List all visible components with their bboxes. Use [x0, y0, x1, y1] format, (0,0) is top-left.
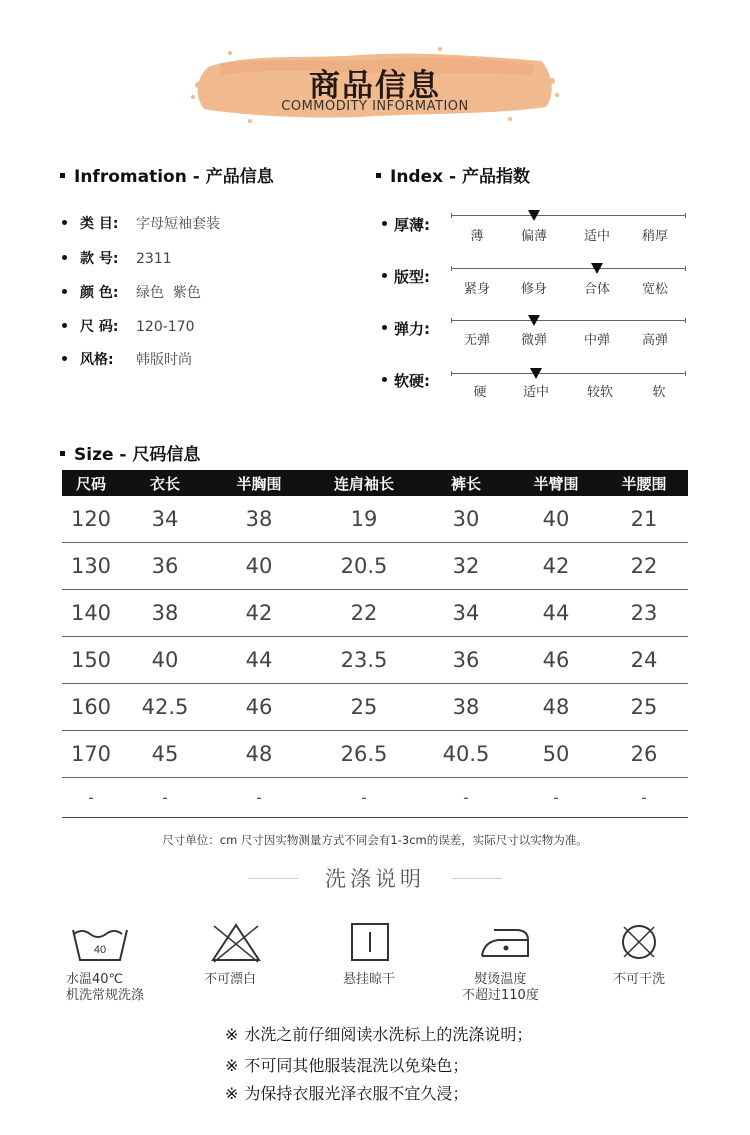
table-row — [62, 496, 688, 543]
table-cell: 32 — [420, 543, 512, 590]
dot-bullet-icon — [62, 289, 67, 294]
index-heading-text: Index - 产品指数 — [390, 167, 530, 187]
column-header: 半腰围 — [600, 470, 688, 496]
table-cell: - — [62, 778, 120, 818]
hang-dry-icon — [350, 922, 390, 962]
table-cell: 48 — [210, 731, 308, 778]
table-cell: 22 — [600, 543, 688, 590]
index-option: 中弹 — [583, 333, 610, 348]
table-cell: - — [210, 778, 308, 818]
info-row-label: 风格: — [80, 352, 114, 368]
table-cell: 40 — [512, 496, 600, 543]
index-marker-icon — [528, 315, 540, 326]
table-row — [62, 731, 688, 778]
table-cell: 40.5 — [420, 731, 512, 778]
table-cell: 44 — [210, 637, 308, 684]
table-cell: - — [420, 778, 512, 818]
wash-note: ※ 不可同其他服装混洗以免染色； — [225, 1056, 469, 1075]
table-cell: 130 — [62, 543, 120, 590]
index-scale-line — [451, 215, 686, 216]
table-cell: 40 — [210, 543, 308, 590]
table-cell: 36 — [420, 637, 512, 684]
wash-note: ※ 水洗之前仔细阅读水洗标上的洗涤说明； — [225, 1025, 533, 1044]
info-row-value: 2311 — [136, 251, 172, 267]
square-bullet-icon — [60, 451, 65, 456]
table-cell: 44 — [512, 590, 600, 637]
iron-icon — [476, 922, 534, 962]
info-heading-text: Infromation - 产品信息 — [74, 167, 274, 187]
wash-temperature-number: 40 — [93, 944, 107, 956]
scale-tick — [451, 318, 452, 323]
table-cell: 45 — [120, 731, 210, 778]
index-scale-line — [451, 320, 686, 321]
dot-bullet-icon — [62, 356, 67, 361]
reference-mark-icon: ※ — [225, 1056, 239, 1075]
page-title: 商品信息 — [309, 68, 441, 104]
index-option: 适中 — [583, 229, 610, 244]
table-cell: 25 — [600, 684, 688, 731]
reference-mark-icon: ※ — [225, 1025, 239, 1044]
info-row-label: 款 号: — [80, 251, 119, 267]
table-cell: 20.5 — [308, 543, 420, 590]
info-row-value: 韩版时尚 — [136, 352, 192, 368]
index-option: 微弹 — [520, 333, 547, 348]
wash-label: 悬挂晾干 — [343, 972, 396, 987]
table-cell: 42.5 — [120, 684, 210, 731]
scale-tick — [451, 266, 452, 271]
table-cell: 25 — [308, 684, 420, 731]
no-dry-clean-icon — [619, 922, 659, 962]
table-cell: 38 — [210, 496, 308, 543]
table-cell: 34 — [420, 590, 512, 637]
table-cell: 170 — [62, 731, 120, 778]
table-cell: 26.5 — [308, 731, 420, 778]
table-cell: 48 — [512, 684, 600, 731]
info-heading — [60, 162, 274, 187]
index-option: 适中 — [522, 385, 549, 400]
square-bullet-icon — [376, 173, 381, 178]
info-row-category — [62, 213, 220, 233]
dot-bullet-icon — [382, 325, 387, 330]
table-cell: - — [600, 778, 688, 818]
dot-bullet-icon — [62, 220, 67, 225]
info-row-size — [62, 316, 195, 336]
table-row — [62, 590, 688, 637]
table-row — [62, 543, 688, 590]
scale-tick — [685, 371, 686, 376]
column-header: 连肩袖长 — [308, 470, 420, 496]
wash-label: 不可干洗 — [613, 972, 666, 987]
table-cell: 160 — [62, 684, 120, 731]
column-header: 裤长 — [420, 470, 512, 496]
index-marker-icon — [591, 263, 603, 274]
dot-bullet-icon — [62, 323, 67, 328]
dot-bullet-icon — [382, 273, 387, 278]
table-cell: 26 — [600, 731, 688, 778]
wash-note: ※ 为保持衣服光泽衣服不宜久浸； — [225, 1084, 469, 1103]
index-heading — [376, 162, 530, 187]
wash-label: 熨烫温度 不超过110度 — [462, 972, 539, 1003]
table-cell: 36 — [120, 543, 210, 590]
table-row — [62, 637, 688, 684]
table-cell: 50 — [512, 731, 600, 778]
table-cell: 150 — [62, 637, 120, 684]
index-option: 无弹 — [463, 333, 490, 348]
index-label-fit: 版型: — [382, 266, 430, 287]
index-option: 软 — [652, 385, 666, 400]
scale-tick — [685, 318, 686, 323]
info-row-color — [62, 282, 201, 302]
index-option: 较软 — [586, 385, 613, 400]
table-cell: 46 — [512, 637, 600, 684]
table-cell: 46 — [210, 684, 308, 731]
wash-label: 水温40℃ 机洗常规洗涤 — [66, 972, 145, 1003]
table-cell: 21 — [600, 496, 688, 543]
index-option: 稍厚 — [641, 229, 668, 244]
table-cell: 140 — [62, 590, 120, 637]
scale-tick — [685, 266, 686, 271]
table-cell: 40 — [120, 637, 210, 684]
size-note: 尺寸单位：cm 尺寸因实物测量方式不同会有1-3cm的误差，实际尺寸以实物为准。 — [162, 833, 588, 847]
table-row — [62, 684, 688, 731]
info-row-value: 120-170 — [136, 319, 195, 335]
table-cell: 42 — [512, 543, 600, 590]
table-cell: 24 — [600, 637, 688, 684]
size-table — [62, 470, 688, 818]
no-bleach-icon — [210, 922, 262, 964]
table-cell: 23 — [600, 590, 688, 637]
wash-title: 洗涤说明 — [325, 867, 425, 891]
table-cell: 34 — [120, 496, 210, 543]
table-cell: 120 — [62, 496, 120, 543]
info-row-label: 尺 码: — [80, 319, 119, 335]
table-cell: 42 — [210, 590, 308, 637]
column-header: 半胸围 — [210, 470, 308, 496]
reference-mark-icon: ※ — [225, 1084, 239, 1103]
info-row-value: 字母短袖套装 — [136, 216, 220, 232]
info-row-label: 类 目: — [80, 216, 119, 232]
index-option: 薄 — [470, 229, 484, 244]
index-option: 硬 — [473, 385, 487, 400]
scale-tick — [451, 371, 452, 376]
info-row-label: 颜 色: — [80, 285, 119, 301]
dot-bullet-icon — [382, 221, 387, 226]
info-row-style-number — [62, 248, 172, 268]
table-cell: 38 — [120, 590, 210, 637]
table-cell: - — [120, 778, 210, 818]
index-option: 修身 — [520, 282, 547, 297]
index-option: 宽松 — [641, 282, 668, 297]
index-label-softness: 软硬: — [382, 370, 430, 391]
table-cell: 23.5 — [308, 637, 420, 684]
table-cell: 19 — [308, 496, 420, 543]
table-row — [62, 778, 688, 818]
dot-bullet-icon — [382, 377, 387, 382]
index-scale-line — [451, 373, 686, 374]
scale-tick — [685, 213, 686, 218]
scale-tick — [451, 213, 452, 218]
size-table-header — [62, 470, 688, 496]
square-bullet-icon — [60, 173, 65, 178]
column-header: 半臂围 — [512, 470, 600, 496]
index-label-elasticity: 弹力: — [382, 318, 430, 339]
table-cell: - — [512, 778, 600, 818]
page-subtitle: COMMODITY INFORMATION — [281, 99, 469, 114]
column-header: 尺码 — [62, 470, 120, 496]
column-header: 衣长 — [120, 470, 210, 496]
index-option: 偏薄 — [520, 229, 547, 244]
index-marker-icon — [528, 210, 540, 221]
index-scale-line — [451, 268, 686, 269]
wash-40-icon — [70, 922, 130, 966]
index-option: 紧身 — [463, 282, 490, 297]
table-cell: 38 — [420, 684, 512, 731]
size-heading — [60, 440, 200, 465]
dot-bullet-icon — [62, 255, 67, 260]
info-row-style — [62, 349, 192, 369]
wash-label: 不可漂白 — [204, 972, 257, 987]
table-cell: - — [308, 778, 420, 818]
size-heading-text: Size - 尺码信息 — [74, 445, 201, 465]
index-option: 高弹 — [641, 333, 668, 348]
table-cell: 30 — [420, 496, 512, 543]
index-label-thickness: 厚薄: — [382, 214, 430, 235]
index-marker-icon — [530, 368, 542, 379]
info-row-value: 绿色 紫色 — [136, 285, 201, 301]
index-option: 合体 — [583, 282, 610, 297]
table-cell: 22 — [308, 590, 420, 637]
